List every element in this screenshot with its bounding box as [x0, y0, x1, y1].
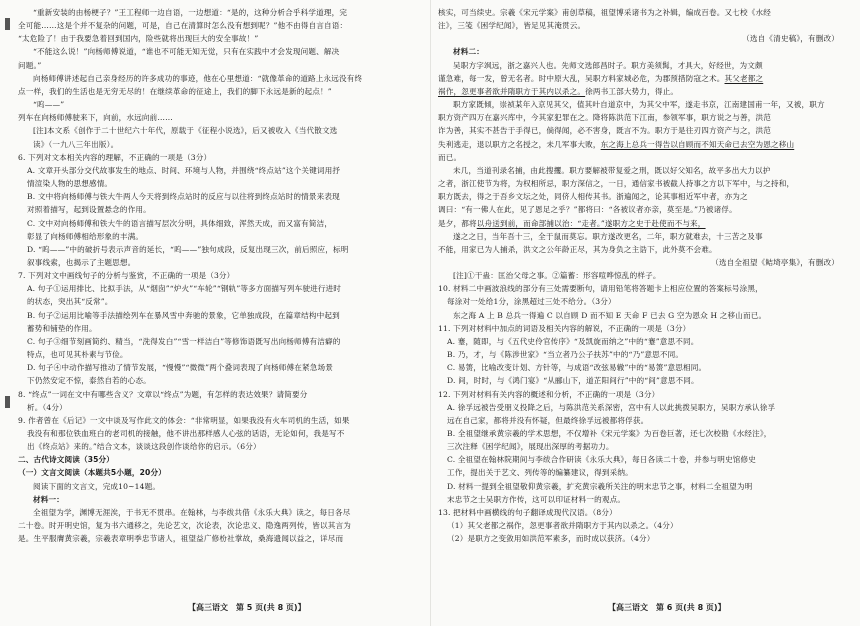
text-line: 全可能……这是个并不复杂的问题，可是，自己在清算时怎么没有想到呢？”他不由得自言自语：	[18, 21, 348, 31]
text-line: 职方既去，得之于吾乡文坛之处，同侪人相传其书。浙遍闻之，论其事相近军中者，亦为之	[438, 192, 748, 202]
text-line: 注》，三笺《困学纪闻》，皆足见其淹贯云。	[438, 21, 586, 31]
option-line: 远在自己家，都将并没有怀疑，但最终徐孚远被都将俘获。	[447, 415, 649, 425]
text-line: [注]本文系《创作于二十世纪六十年代，原载于《征程小说选》，后又被收入《当代散文选	[33, 126, 338, 136]
text-line: “不能这么说！”向杨师傅说道，“谁也不可能无知无觉，只有在实践中才会发现问题、解决	[33, 47, 340, 57]
source-note: （选自《清史稿》，有删改）	[742, 34, 839, 44]
text-line: 全祖望为学，渊博无涯涘，于书无不贯串。在翰林，与李绂共借《永乐大典》读之，每日各尽	[33, 507, 351, 517]
question-9: 9. 作者曾在《后记》一文中谈及写作此文的体会：“非常明显，如果我没有火车司机的生活，如果	[18, 415, 350, 425]
option-line: （1）其父老都之祸作，忽更事者欲并隋职方于其内以杀之。（4分）	[447, 521, 678, 531]
binding-mark	[5, 396, 10, 408]
page-5-column	[18, 6, 423, 594]
underlined-sentence: 其父老都之	[724, 73, 764, 83]
text-line: 每涂对一处给1分，涂黑超过三处不给分。（3分）	[447, 297, 616, 307]
text-line: 二十卷。时开明史馆，复为书六通移之，先论艺文，次论表，次论忠义、隐逸两列传，皆以其言为	[18, 521, 351, 531]
option-line: D. “呜——”中的破折号表示声音的延长，“呜——”独句成段，反复出现三次，前后照应，标明	[27, 244, 349, 254]
text-line: 未几，当道刊录名捕，由此搜攫。职方要解被带复爱之刑，既以好父知名，故平多出大力以护	[453, 165, 771, 175]
text-line: 而已。	[438, 152, 462, 162]
option-line: A. 徐孚远被告受朋义投降之后，与陈洪范关系深密，宫中有人以此挑拨吴职方，吴职方承认徐孚	[447, 402, 776, 412]
underlined-sentence: 以舟送到前，而命部捕以治：“走者。”遂职方之史于赴使而不与来，	[476, 218, 706, 228]
text-line: 我没有和那位铁血班白的老司机的接触，他不讲出那样感人心弦的话语，无论如何，我是写不	[27, 429, 345, 438]
text-line: 祸作，忽更事者欲并隋职方于其内以杀之。徐两书工部大势力，得止。	[438, 86, 679, 96]
text-line: 读》（一九八三年出版）。	[33, 139, 119, 149]
text-line: “重新安装的由杨梗子？”王工程师一边自语，一边想道：“是的，这种分析合乎科学道理，完	[33, 8, 348, 17]
option-line: D. 间，时时，与《鸿门宴》“从郦山下，道芷阳间行”中的“间”意思不同。	[447, 376, 699, 386]
text-line: 向杨师傅讲述起自己亲身经历的许多成功的事迹，他在心里想道：“就像革命的道路上永远没有终	[33, 73, 363, 83]
section-heading: 二、古代诗文阅读（35分）	[18, 455, 115, 465]
text-line: “呜——”	[33, 100, 65, 110]
option-line: 下仍然安定不惊，泰然自若的心态。	[27, 376, 151, 386]
text-line: “太危险了！由于我要急着回到国内，险些就将出现巨大的安全事故！”	[18, 34, 259, 44]
text-line: 调曰：“有一佛人在此，见了恩足之乎？”都将曰：“各被议者亦亲，莫至是。”乃被诸俘。	[438, 205, 737, 215]
question-12: 12. 下列对材料有关内容的概述和分析，不正确的一项是（3分）	[438, 389, 660, 399]
text-line: 遂之之日，当年吾十三，全于鼠而莫忘。职方遂改更名，二年，职方就难去，十三苦之及事	[453, 231, 763, 241]
annotation-note: [注]①干蛊：匡治父母之事。②篇蓄：形容喧哗惊乱的样子。	[453, 271, 661, 281]
subsection-heading: （一）文言文阅读（本题共5小题，20分）	[18, 468, 166, 478]
text-line: 析。（4分）	[27, 402, 67, 412]
text-line: 不能，用家已为人捕杀，洪文之公年龄正尽，其为身负之主诰下，此外莫不会难。	[438, 244, 717, 254]
option-line: A. 蹇，随即，与《五代史伶官传序》“及凯旋而纳之”中的“蹇”意思不同。	[447, 336, 699, 346]
material-label: 材料一：	[33, 494, 64, 504]
option-line: 叙事线索，也揭示了主题思想。	[27, 257, 136, 267]
option-line: 特点，也可见其朴素与节俭。	[27, 350, 128, 360]
text-line: 诈为善，其实不甚告于手得已，倘得闻，必不害身，既言不为。职方于是往刃四方资产与之，洪范	[438, 126, 771, 136]
text-line: 出《终点站》来的。”结合文本，谈谈这段创作谈给你的启示。（6分）	[27, 442, 261, 452]
option-line: 工作，提出关于艺文、列传等的编纂建议，得到采纳。	[447, 468, 633, 478]
binding-mark	[5, 18, 10, 30]
option-line: （2）是职方之变敛用如洪范军素多，而时成以获济。（4分）	[447, 534, 655, 544]
option-line: 对照着描写，起到设置悬念的作用。	[27, 205, 151, 215]
text-line: 职方家既倾，崇祯某年入京见其父，值其叶自道京中，为其父中军，遂走书京，江南建国甫一年，又被，职方	[453, 100, 825, 110]
question-13: 13. 把材料中画横线的句子翻译成现代汉语。（8分）	[438, 507, 617, 517]
material-label: 材料二：	[453, 47, 484, 57]
option-line: 彰显了向杨师傅相给形象的丰满。	[27, 231, 144, 241]
option-line: B. 乃，才，与《陈涉世家》“当立者乃公子扶苏”中的“乃”意思不同。	[447, 350, 684, 360]
option-line: B. 全祖望继承黄宗羲的学术思想，不仅增补《宋元学案》为百卷巨著，还七次校勘《水经注》，	[447, 429, 772, 438]
text-line: 职方资产四万在嘉兴库中，今其家犯罪在之。降将陈洪范下江南，参领军事，职方说之与善，洪范	[438, 113, 771, 123]
question-7: 7. 下列对文中画线句子的分析与鉴赏，不正确的一项是（3分）	[18, 271, 235, 281]
option-line: A. 文章开头部分交代故事发生的地点、时间、环境与人物，并围绕“终点站”这个关键词用抒	[27, 165, 341, 175]
option-line: C. 句子③细节刻画简约、精当，“洗得发白”“雪一样洁白”等修饰语既写出向杨师傅有洁癖的	[27, 336, 341, 346]
text-line: 是。生平服膺黄宗羲，宗羲表章明季忠节诸人，祖望益广修枌社掌故，桑海遗闻以益之，详尽而	[18, 534, 344, 544]
text-line: 谨急难，每一发，曾无名者。时中原大乱，吴职方料家城必危，为郡预措防寇之术。其父老都之	[438, 73, 764, 83]
option-line: B. 句子②运用比喻等手法描绘列车在暴风雪中奔驰的景象，它单独成段，在篇章结构中起到	[27, 310, 340, 320]
text-line: 失利逃走，退以职方之名授之，未几军事大败，东之海上总兵一得告以自顾而不知天命已去空为恩之移山	[438, 139, 795, 149]
option-line: C. 易箦，比喻改变计划、方针等，与成语“改弦易辙”中的“易箦”意思相同。	[447, 363, 707, 373]
question-11: 11. 下列对材料中加点的词语及相关内容的解说，不正确的一项是（3分）	[438, 323, 691, 333]
text-line: 阅读下面的文言文，完成10~14题。	[33, 481, 161, 491]
page-footer: 【高三语文 第 5 页(共 8 页)】	[188, 603, 306, 612]
option-line: 蓄势和铺垫的作用。	[27, 323, 97, 333]
option-line: B. 文中将向杨师傅与铁大牛两人今天将到终点站时的反应与以往将到终点站时的情景来表现	[27, 192, 340, 202]
text-line: 是夕，都将以舟送到前，而命部捕以治：“走者。”遂职方之史于赴使而不与来，	[438, 218, 706, 228]
option-line: 东之海 A 上 B 总兵一得遍 C 以自顾 D 而不知 E 天命 F 已去 G 空为恩众 H 之移山而已。	[453, 310, 767, 320]
page-footer: 【高三语文 第 6 页(共 8 页)】	[608, 603, 726, 612]
text-line: 列车在向杨师傅驶来下，向前，水远向前……	[18, 113, 173, 123]
page-6-column	[438, 6, 843, 594]
text-line: 问题。”	[18, 60, 42, 70]
option-line: 的状态，突出其“反常”。	[27, 297, 113, 307]
option-line: C. 文中对向杨师傅和铁大牛的语言描写层次分明，具体细致，浑然天成，而又富有简洁，	[27, 218, 333, 228]
question-6: 6. 下列对文本相关内容的理解，不正确的一项是（3分）	[18, 152, 212, 162]
question-8: 8. “终点”一词在文中有哪些含义？文章以“终点”为题，有怎样的表达效果？请简要分	[18, 389, 308, 399]
option-line: D. 材料一提到全祖望敬仰黄宗羲，扩充黄宗羲所关注的明末忠节之事，材料二全祖望为明	[447, 481, 753, 491]
question-10: 10. 材料二中画波浪线的部分有三处需要断句，请用铅笔将答题卡上相应位置的答案标号涂黑，	[438, 284, 763, 294]
option-line: D. 句子④中动作描写推动了情节发展，“慢慢”“微微”两个叠词表现了向杨师傅在紧急场景	[27, 363, 333, 373]
text-line: 点一样，我们的生活也是无穷无尽的！在继续革命的征途上，我们的脚下永远是新的起点！”	[18, 86, 332, 96]
option-line: 三次注释《困学纪闻》，展现出深厚的考据功力。	[447, 442, 614, 452]
page-fold	[430, 0, 431, 626]
text-line: 之者，浙江使节为将，为权相所忌，职方深信之，一日，通信家书被截人持事之方以下军中，与之持和，	[438, 179, 795, 189]
option-line: 末忠节之士吴职方作传，这可以印证材料一的观点。	[447, 494, 626, 504]
text-line: 核实，可当续史。宗羲《宋元学案》甫创草稿，祖望博采诸书为之补辑，编成百卷。又七校《水经	[438, 8, 771, 17]
underlined-sentence: 东之海上总兵一得告以自顾而不知天命已去空为恩之移山	[600, 139, 795, 149]
source-note: （选自全祖望《鲒埼亭集》，有删改）	[711, 257, 839, 267]
option-line: A. 句子①运用排比、比拟手法，从“烟囱”“炉火”“车轮”“钢轨”等多方面描写列车驶进行进时	[27, 284, 342, 294]
option-line: C. 全祖望在翰林院期间与李绂合作研读《永乐大典》，每日各读二十卷，并参与明史馆修史	[447, 455, 757, 465]
option-line: 情渲染人物的思想感情。	[27, 179, 113, 189]
underlined-sentence: 祸作，忽更事者欲并隋职方于其内以杀之。	[438, 86, 586, 96]
text-line: 吴职方字飒远，浙之嘉兴人也。先师文选郎昌时子。职方美须髯，才具大，好经世，为文颇	[453, 60, 763, 70]
